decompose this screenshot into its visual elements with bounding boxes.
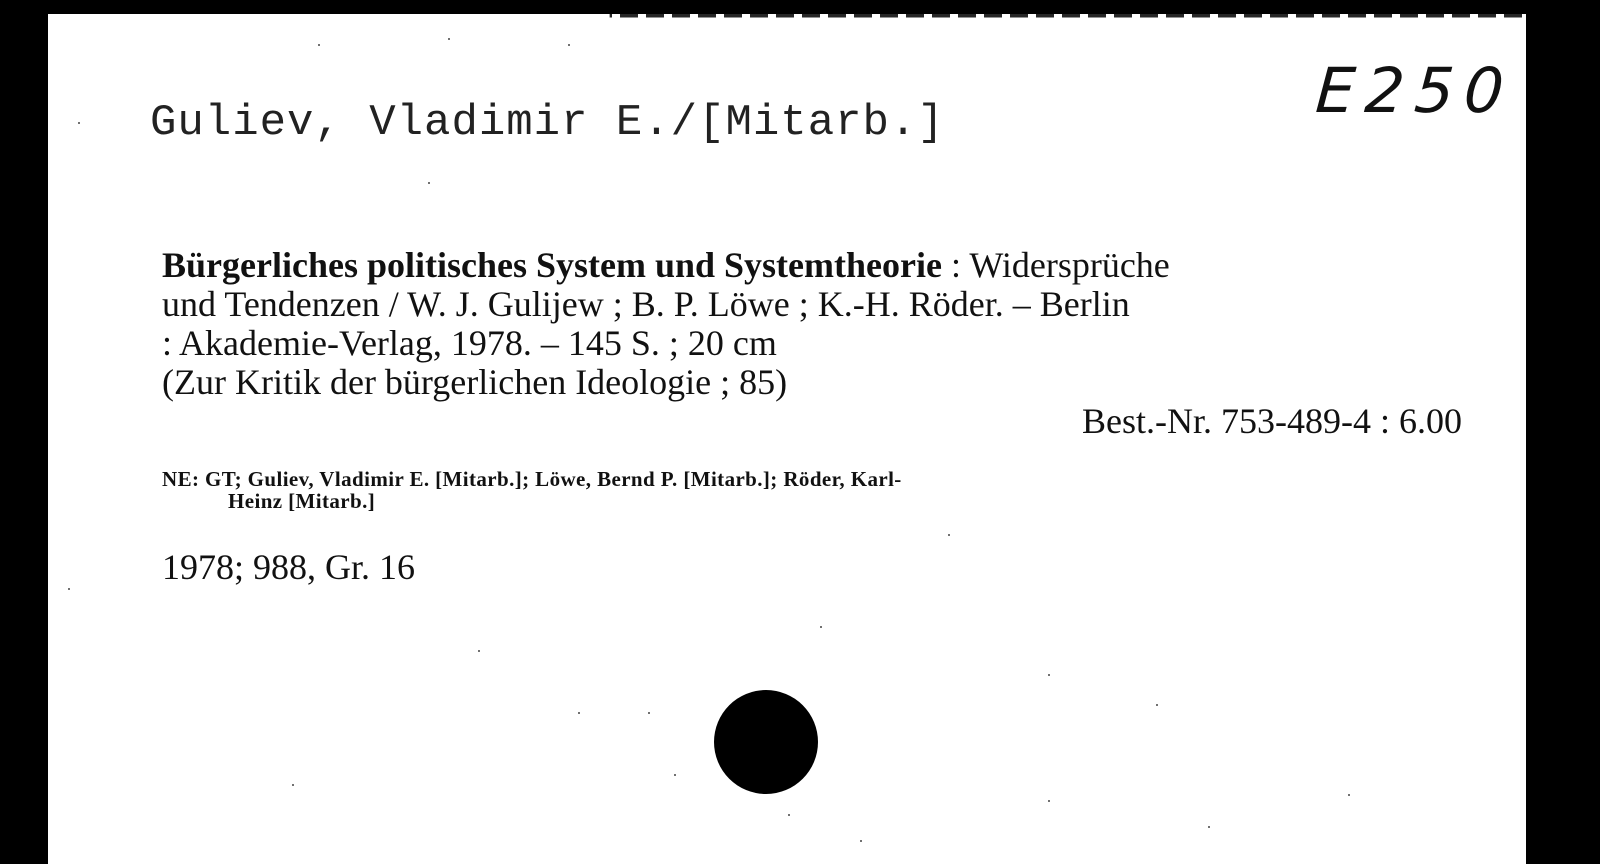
speck	[568, 44, 570, 46]
speck	[860, 840, 862, 842]
ne-entries	[162, 468, 1462, 512]
speck	[674, 774, 676, 776]
entry-line-4: (Zur Kritik der bürgerlichen Ideologie ; 85)	[162, 362, 788, 402]
ne-line-2: Heinz [Mitarb.]	[228, 489, 376, 513]
catalog-card	[48, 14, 1526, 864]
speck	[78, 122, 80, 124]
call-number: E250	[1313, 54, 1517, 127]
card-heading: Guliev, Vladimir E./[Mitarb.]	[150, 98, 945, 148]
speck	[1048, 800, 1050, 802]
speck	[1156, 704, 1158, 706]
book-title: Bürgerliches politisches System und Systemtheorie	[162, 245, 942, 285]
speck	[1208, 826, 1210, 828]
punch-hole	[714, 690, 818, 794]
bibliographic-entry	[162, 246, 1462, 402]
card-top-edge	[48, 14, 1526, 24]
speck	[318, 44, 320, 46]
speck	[1348, 794, 1350, 796]
speck	[292, 784, 294, 786]
speck	[428, 182, 430, 184]
speck	[820, 626, 822, 628]
speck	[68, 588, 70, 590]
speck	[448, 38, 450, 40]
speck	[1048, 674, 1050, 676]
speck	[478, 650, 480, 652]
card-footer: 1978; 988, Gr. 16	[162, 547, 416, 587]
entry-line-1: : Widersprüche	[941, 245, 1170, 285]
entry-line-2: und Tendenzen / W. J. Gulijew ; B. P. Löwe ; K.-H. Röder. – Berlin	[162, 284, 1130, 324]
speck	[648, 712, 650, 714]
speck	[948, 534, 950, 536]
speck	[578, 712, 580, 714]
speck	[788, 814, 790, 816]
ne-line-1: NE: GT; Guliev, Vladimir E. [Mitarb.]; Löwe, Bernd P. [Mitarb.]; Röder, Karl-	[162, 467, 902, 491]
entry-line-3: : Akademie-Verlag, 1978. – 145 S. ; 20 cm	[162, 323, 777, 363]
order-number: Best.-Nr. 753-489-4 : 6.00	[1082, 401, 1462, 441]
